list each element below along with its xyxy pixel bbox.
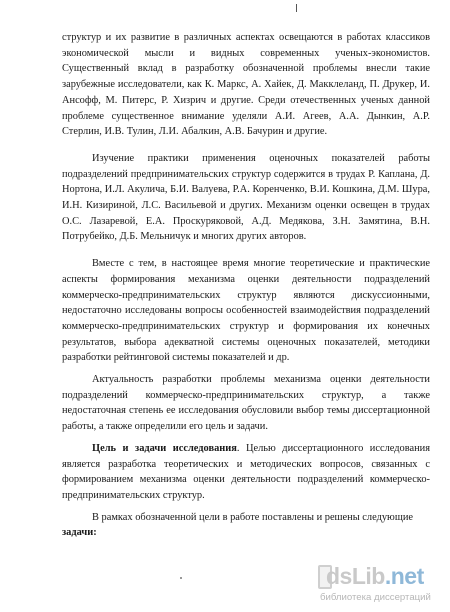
goal-heading: Цель и задачи исследования <box>92 442 237 454</box>
page-edge-mark <box>296 4 297 12</box>
paragraph-tasks-intro <box>62 510 430 541</box>
scan-speck <box>180 577 182 579</box>
watermark-brand: dsLib.net <box>326 563 424 589</box>
tasks-label: задачи: <box>62 527 97 539</box>
goal-text: . Целью диссертационного исследования является разработка теоретических и методических вопросов, связанных с формированием механизма оценки деятельности подразделений коммерческо-предпринимательских структур. <box>62 442 430 501</box>
tasks-intro-text: В рамках обозначенной цели в работе поставлены и решены следующие <box>92 511 413 523</box>
paragraph-relevance: Актуальность разработки проблемы механизма оценки деятельности подразделений коммерческо-предпринимательских структур, а также недостаточная степень ее исследования обусловили выбор темы диссертационной работы, а также определили его цель и задачи. <box>62 374 430 433</box>
paragraph-continuation: структур и их развитие в различных аспектах освещаются в работах классиков экономической мысли и видных современных ученых-экономистов. Существенный вклад в разработку обозначенной проблемы внесли такие зарубежные исследователи, как К. Маркс, А. Хайек, Д. Макклеланд, П. Друкер, И. Ансофф, М. Питерс, Р. Хизрич и другие. Среди отечественных ученых данной проблеме существенное внимание уделяли А.И. Агеев, А.А. Дынкин, А.Р. Стерлин, И.В. Тулин, Л.И. Абалкин, А.В. Бачурин и другие. <box>62 32 430 138</box>
document-body <box>62 30 430 541</box>
watermark-subtitle: библиотека диссертаций <box>320 592 431 603</box>
paragraph-goal <box>62 441 430 504</box>
paragraph-practice-studies: Изучение практики применения оценочных показателей работы подразделений предпринимательских структур содержится в трудах Р. Каплана, Д. Нортона, И.Л. Акулича, Б.И. Валуева, Р.А. Коренченко, В.И. Кошкина, Д.М. Шура, И.Н. Кизириной, Л.С. Васильевой и других. Механизм оценки освещен в трудах О.С. Лазаревой, Е.А. Проскуряковой, А.Д. Медякова, З.Н. Замятина, В.Н. Потрубейко, Д.Б. Мельничук и многих других авторов. <box>62 152 430 243</box>
watermark-logo <box>318 562 444 608</box>
paragraph-open-questions: Вместе с тем, в настоящее время многие теоретические и практические аспекты формирования механизма оценки деятельности подразделений коммерческо-предпринимательских структур являются дискуссионными, недостаточно исследованы вопросы особенностей взаимодействия подразделений коммерческо-предпринимательских структур и формирования их конечных результатов, выбора адекватной системы оценочных показателей, методики разработки рейтинговой системы показателей и др. <box>62 258 430 364</box>
